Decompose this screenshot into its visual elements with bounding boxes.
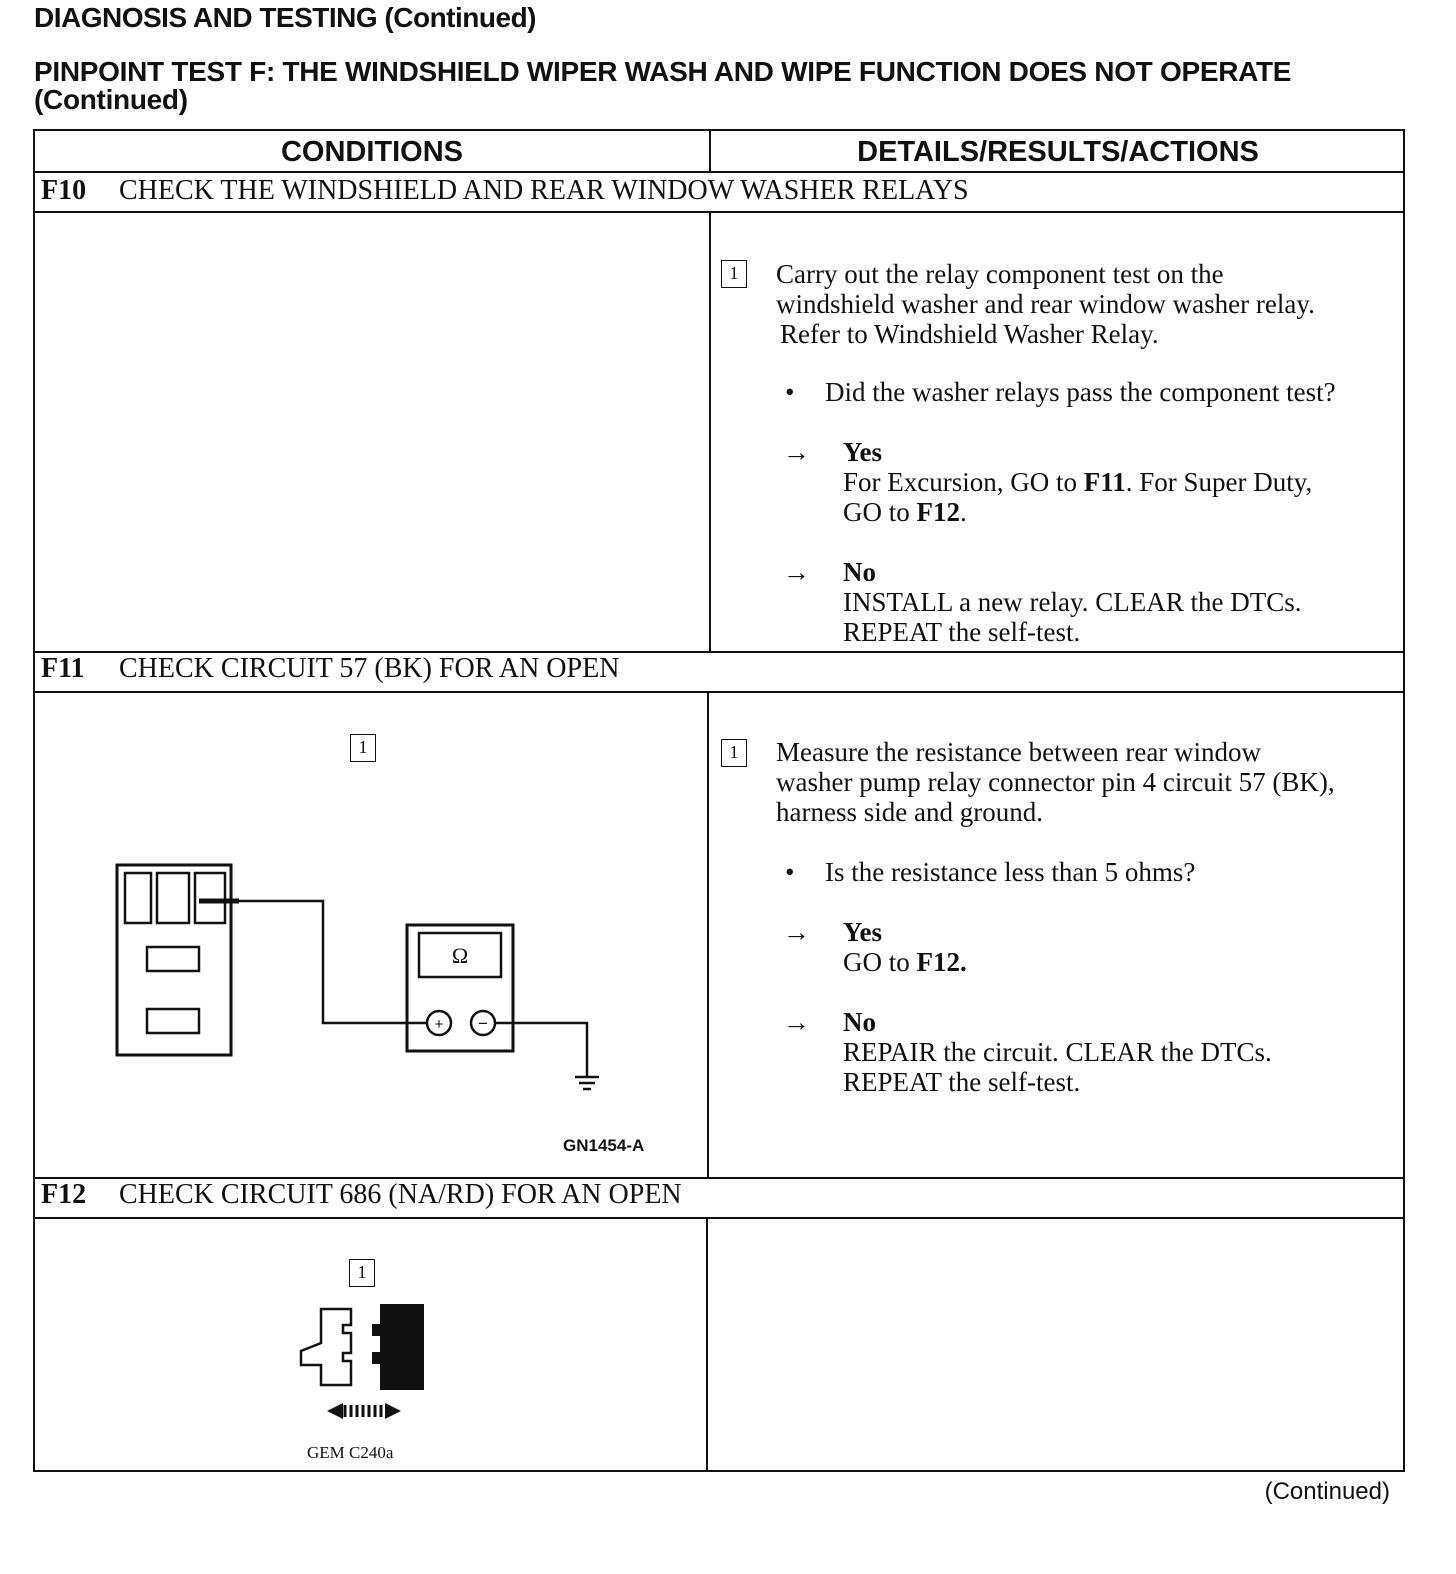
step-number: F12 xyxy=(41,1179,87,1210)
meter-lead-positive xyxy=(239,901,427,1023)
action-line: windshield washer and rear window washer relay. xyxy=(776,289,1315,319)
arrow-icon: → xyxy=(783,917,810,947)
connector-half-open xyxy=(301,1309,351,1385)
result-text: . For Super Duty, xyxy=(1125,467,1313,497)
yes-result xyxy=(843,437,1403,527)
yes-label: Yes xyxy=(843,917,882,947)
step-reference: F12 xyxy=(916,947,960,977)
no-label: No xyxy=(843,557,876,587)
minus-icon: − xyxy=(478,1014,488,1033)
page-heading: DIAGNOSIS AND TESTING (Continued) xyxy=(34,2,536,33)
plus-icon: + xyxy=(434,1016,444,1033)
action-line: Carry out the relay component test on the xyxy=(776,259,1224,289)
divider xyxy=(706,1217,708,1472)
result-text: . xyxy=(960,947,967,977)
yes-label: Yes xyxy=(843,437,882,467)
step-reference: F11 xyxy=(1083,467,1126,497)
continued-note: (Continued) xyxy=(1264,1478,1390,1505)
arrow-icon: → xyxy=(783,437,810,467)
result-text: REPEAT the self-test. xyxy=(843,1067,1081,1097)
arrow-icon: → xyxy=(783,1007,810,1037)
disconnect-arrow-shaft xyxy=(345,1405,381,1417)
no-result xyxy=(843,1007,1383,1097)
result-text: For Excursion, GO to xyxy=(843,467,1084,497)
divider xyxy=(35,1217,1403,1219)
connector-label: GEM C240a xyxy=(307,1443,394,1462)
figure-label: GN1454-A xyxy=(563,1136,645,1155)
column-header-details: DETAILS/RESULTS/ACTIONS xyxy=(857,136,1259,168)
resistance-measurement-diagram xyxy=(105,851,605,1101)
connector-cavity xyxy=(157,873,189,923)
relay-connector-body xyxy=(117,865,231,1055)
divider xyxy=(709,131,711,171)
result-text: GO to xyxy=(843,947,917,977)
arrow-icon: → xyxy=(783,557,810,587)
connector-half-solid xyxy=(373,1305,423,1389)
question-text: Did the washer relays pass the component test? xyxy=(825,377,1336,407)
step-header-f11 xyxy=(41,653,619,685)
connector-cavity xyxy=(147,1009,199,1033)
step-header-f12 xyxy=(41,1179,682,1211)
result-text: REPEAT the self-test. xyxy=(843,617,1081,647)
divider xyxy=(709,211,711,651)
substep-box: 1 xyxy=(721,260,747,288)
column-header-conditions: CONDITIONS xyxy=(280,136,464,168)
divider xyxy=(707,691,709,1177)
bullet-icon: • xyxy=(785,857,795,887)
ground-icon xyxy=(575,1077,599,1089)
question-text: Is the resistance less than 5 ohms? xyxy=(825,857,1196,887)
result-text: GO to xyxy=(843,497,917,527)
connector-cavity xyxy=(125,873,151,923)
step-title: CHECK CIRCUIT 686 (NA/RD) FOR AN OPEN xyxy=(119,1179,682,1210)
figure-substep-box: 1 xyxy=(349,1259,375,1287)
pinpoint-test-title: PINPOINT TEST F: THE WINDSHIELD WIPER WASH AND WIPE FUNCTION DOES NOT OPERATE (Continued) xyxy=(34,56,1292,115)
action-line: Measure the resistance between rear window xyxy=(776,737,1262,767)
yes-result xyxy=(843,917,1383,977)
divider xyxy=(35,171,1403,173)
step-title: CHECK THE WINDSHIELD AND REAR WINDOW WASHER RELAYS xyxy=(119,175,969,206)
step-reference: F12 xyxy=(916,497,960,527)
action-line: washer pump relay connector pin 4 circuit 57 (BK), xyxy=(776,767,1335,797)
connector-cavity-pin4 xyxy=(195,873,225,923)
bullet-icon: • xyxy=(785,377,795,407)
action-line: Refer to Windshield Washer Relay. xyxy=(780,319,1159,349)
result-text: . xyxy=(960,497,967,527)
step-title: CHECK CIRCUIT 57 (BK) FOR AN OPEN xyxy=(119,653,620,684)
pinpoint-test-table xyxy=(33,129,1405,1472)
step-number: F11 xyxy=(41,653,85,684)
step-number: F10 xyxy=(41,175,87,206)
action-text xyxy=(776,737,1406,827)
step-header-f10 xyxy=(41,175,969,207)
substep-box: 1 xyxy=(721,739,747,767)
ohm-icon: Ω xyxy=(451,943,469,968)
divider xyxy=(35,211,1403,213)
connector-cavity xyxy=(147,947,199,971)
no-label: No xyxy=(843,1007,876,1037)
figure-substep-box: 1 xyxy=(350,734,376,762)
connector-disconnect-diagram xyxy=(297,1303,427,1433)
result-text: REPAIR the circuit. CLEAR the DTCs. xyxy=(843,1037,1272,1067)
result-text: INSTALL a new relay. CLEAR the DTCs. xyxy=(843,587,1302,617)
action-line: harness side and ground. xyxy=(776,797,1043,827)
no-result xyxy=(843,557,1403,647)
action-text xyxy=(776,259,1396,349)
divider xyxy=(35,691,1403,693)
